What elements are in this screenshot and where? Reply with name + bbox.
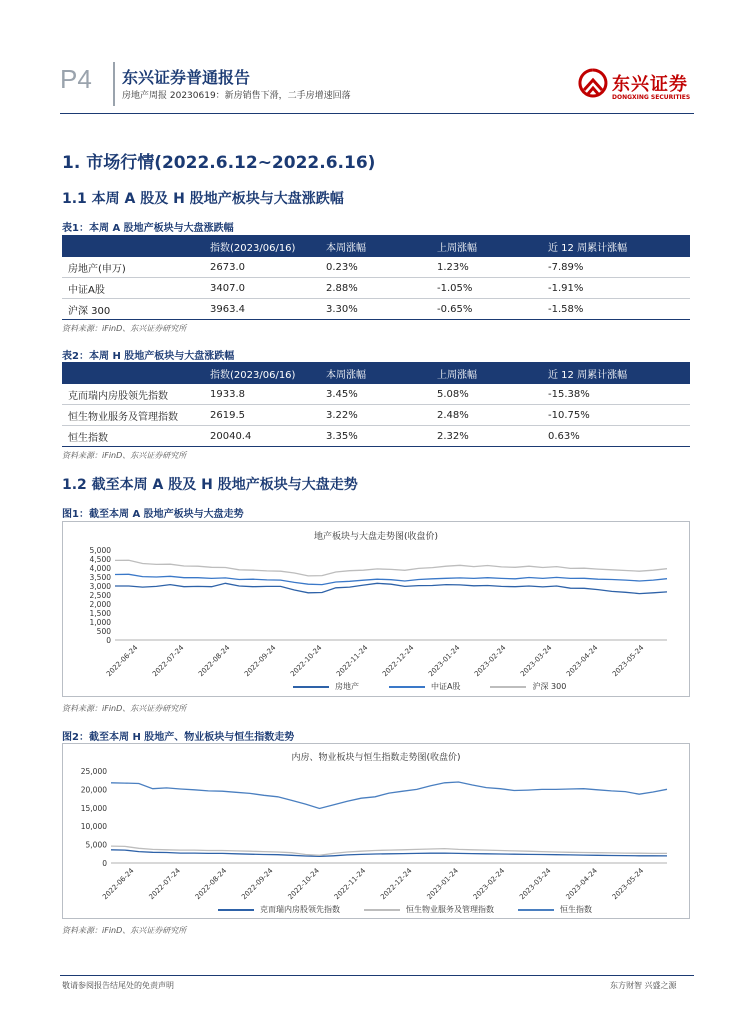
x-tick-label: 2023-01-24 — [425, 866, 460, 902]
x-tick-label: 2022-11-24 — [332, 866, 368, 902]
x-tick-label: 2023-04-24 — [564, 643, 600, 679]
subsection-title-1-2: 1.2 截至本周 A 股及 H 股地产板块与大盘走势 — [62, 477, 358, 493]
series-line-3 — [111, 782, 667, 809]
table-cell: -15.38% — [542, 384, 690, 405]
figure2-source: 资料来源：iFinD、东兴证券研究所 — [62, 926, 187, 935]
x-tick-label: 2023-02-24 — [472, 643, 508, 679]
chart1-plot — [63, 540, 689, 690]
figure1-chart-box — [62, 521, 690, 697]
table-cell: 3.35% — [320, 426, 431, 447]
y-tick-label: 2,000 — [89, 600, 111, 609]
table-cell: 2.88% — [320, 278, 431, 299]
y-tick-label: 3,000 — [89, 582, 111, 591]
x-tick-label: 2022-12-24 — [379, 866, 414, 902]
table-cell: 恒生指数 — [62, 426, 204, 447]
table2-caption: 表2：本周 H 股地产板块与大盘涨跌幅 — [62, 351, 235, 362]
chart2-legend — [218, 904, 592, 915]
legend-swatch-2 — [389, 686, 425, 688]
x-tick-label: 2022-06-24 — [104, 643, 140, 679]
table1-caption: 表1：本周 A 股地产板块与大盘涨跌幅 — [62, 223, 234, 234]
chart2-title: 内房、物业板块与恒生指数走势图(收盘价) — [291, 753, 461, 763]
legend-swatch-1 — [293, 686, 329, 688]
x-tick-label: 2022-08-24 — [193, 866, 229, 902]
y-tick-label: 10,000 — [80, 822, 107, 832]
logo-mark-icon — [578, 68, 608, 102]
table-cell: 克而瑞内房股领先指数 — [62, 384, 204, 405]
x-tick-label: 2023-01-24 — [426, 643, 462, 679]
legend-label: 房地产 — [335, 682, 359, 691]
table-cell: -10.75% — [542, 405, 690, 426]
table-cell: 3.45% — [320, 384, 431, 405]
y-tick-label: 500 — [96, 627, 111, 636]
y-tick-label: 20,000 — [80, 785, 107, 795]
table-cell: -1.05% — [431, 278, 542, 299]
logo-en-text: DONGXING SECURITIES — [612, 94, 691, 101]
legend-swatch-3 — [490, 686, 526, 688]
page-number: P4 — [60, 64, 92, 94]
legend-swatch-2 — [364, 909, 400, 911]
x-tick-label: 2022-07-24 — [147, 866, 182, 902]
y-tick-label: 1,000 — [89, 618, 111, 627]
table-row — [62, 426, 690, 447]
table-header-cell — [62, 235, 204, 257]
x-tick-label: 2022-08-24 — [196, 643, 232, 679]
x-tick-label: 2023-03-24 — [518, 866, 553, 902]
chart1-title: 地产板块与大盘走势图(收盘价) — [313, 532, 439, 542]
y-tick-label: 4,000 — [89, 564, 111, 573]
table-cell: 2.32% — [431, 426, 542, 447]
legend-label: 沪深 300 — [532, 682, 567, 691]
header-divider — [113, 62, 115, 106]
table-header-cell: 上周涨幅 — [431, 362, 542, 384]
legend-label: 克而瑞内房股领先指数 — [260, 905, 340, 914]
table-cell: 1.23% — [431, 257, 542, 278]
legend-label: 中证A股 — [431, 682, 461, 691]
table-cell: 恒生物业服务及管理指数 — [62, 405, 204, 426]
figure1-source: 资料来源：iFinD、东兴证券研究所 — [62, 704, 187, 713]
y-tick-label: 0 — [106, 636, 111, 645]
y-tick-label: 25,000 — [80, 767, 107, 776]
x-tick-label: 2023-02-24 — [471, 866, 507, 902]
table2-source: 资料来源：iFinD、东兴证券研究所 — [62, 451, 187, 460]
figure2-caption: 图2：截至本周 H 股地产、物业板块与恒生指数走势 — [62, 732, 295, 743]
company-logo — [578, 68, 698, 106]
table-header-cell: 指数(2023/06/16) — [204, 362, 320, 384]
table-row — [62, 384, 690, 405]
table-row — [62, 257, 690, 278]
table-cell: 2.48% — [431, 405, 542, 426]
x-tick-label: 2022-10-24 — [286, 866, 321, 902]
table-header-cell: 本周涨幅 — [320, 235, 431, 257]
table2 — [62, 362, 690, 447]
table1 — [62, 235, 690, 320]
legend-swatch-3 — [518, 909, 554, 911]
table-cell: 2619.5 — [204, 405, 320, 426]
table-cell: 1933.8 — [204, 384, 320, 405]
footer-rule — [60, 975, 694, 976]
x-tick-label: 2022-07-24 — [150, 643, 186, 679]
header-rule — [60, 113, 694, 114]
series-line-3 — [115, 560, 667, 576]
table-header-cell: 近 12 周累计涨幅 — [542, 235, 690, 257]
table-cell: 沪深 300 — [62, 299, 204, 320]
x-tick-label: 2022-10-24 — [288, 643, 324, 679]
legend-label: 恒生指数 — [560, 905, 592, 914]
figure1-caption: 图1：截至本周 A 股地产板块与大盘走势 — [62, 509, 244, 520]
table-cell: 3.22% — [320, 405, 431, 426]
table-cell: 3407.0 — [204, 278, 320, 299]
table-row — [62, 278, 690, 299]
y-tick-label: 4,500 — [89, 555, 111, 564]
table-cell: 5.08% — [431, 384, 542, 405]
report-subtitle: 房地产周报 20230619：新房销售下滑，二手房增速回落 — [122, 91, 351, 101]
logo-cn-text: 东兴证券 — [612, 74, 688, 95]
figure2-chart-box — [62, 743, 690, 919]
y-tick-label: 0 — [102, 859, 107, 868]
y-tick-label: 5,000 — [89, 546, 111, 555]
table-cell: 房地产(申万) — [62, 257, 204, 278]
table-header-row — [62, 235, 690, 257]
x-tick-label: 2023-03-24 — [518, 643, 554, 679]
x-tick-label: 2022-09-24 — [242, 643, 278, 679]
chart1-legend — [293, 681, 566, 692]
table-header-cell: 上周涨幅 — [431, 235, 542, 257]
table-row — [62, 405, 690, 426]
table-cell: -7.89% — [542, 257, 690, 278]
table-header-cell: 近 12 周累计涨幅 — [542, 362, 690, 384]
x-tick-label: 2022-06-24 — [101, 866, 136, 902]
table-header-cell — [62, 362, 204, 384]
table-cell: 3963.4 — [204, 299, 320, 320]
section-title: 1. 市场行情(2022.6.12~2022.6.16) — [62, 153, 376, 173]
table-header-cell: 本周涨幅 — [320, 362, 431, 384]
legend-label: 恒生物业服务及管理指数 — [406, 905, 494, 914]
y-tick-label: 5,000 — [85, 840, 107, 850]
table-cell: 3.30% — [320, 299, 431, 320]
x-tick-label: 2022-09-24 — [240, 866, 275, 902]
table-cell: -1.58% — [542, 299, 690, 320]
y-tick-label: 3,500 — [89, 573, 111, 582]
y-tick-label: 15,000 — [80, 803, 107, 813]
chart2-plot — [63, 760, 689, 910]
table-header-row — [62, 362, 690, 384]
table1-source: 资料来源：iFinD、东兴证券研究所 — [62, 324, 187, 333]
table-row — [62, 299, 690, 320]
table-cell: 中证A股 — [62, 278, 204, 299]
table-cell: 20040.4 — [204, 426, 320, 447]
subsection-title-1-1: 1.1 本周 A 股及 H 股地产板块与大盘涨跌幅 — [62, 191, 344, 207]
x-tick-label: 2022-11-24 — [334, 643, 370, 679]
series-line-2 — [115, 574, 667, 584]
x-tick-label: 2023-05-24 — [610, 643, 646, 679]
footer-slogan: 东方财智 兴盛之源 — [610, 981, 677, 990]
y-tick-label: 1,500 — [89, 609, 111, 618]
table-cell: 2673.0 — [204, 257, 320, 278]
report-title: 东兴证券普通报告 — [122, 68, 251, 87]
series-line-1 — [115, 583, 667, 593]
table-header-cell: 指数(2023/06/16) — [204, 235, 320, 257]
x-tick-label: 2023-04-24 — [564, 866, 599, 902]
x-tick-label: 2022-12-24 — [380, 643, 416, 679]
table-cell: 0.63% — [542, 426, 690, 447]
legend-swatch-1 — [218, 909, 254, 911]
footer-disclaimer: 敬请参阅报告结尾处的免责声明 — [62, 981, 174, 990]
table-cell: -0.65% — [431, 299, 542, 320]
table-cell: -1.91% — [542, 278, 690, 299]
x-tick-label: 2023-05-24 — [610, 866, 646, 902]
y-tick-label: 2,500 — [89, 591, 111, 600]
table-cell: 0.23% — [320, 257, 431, 278]
